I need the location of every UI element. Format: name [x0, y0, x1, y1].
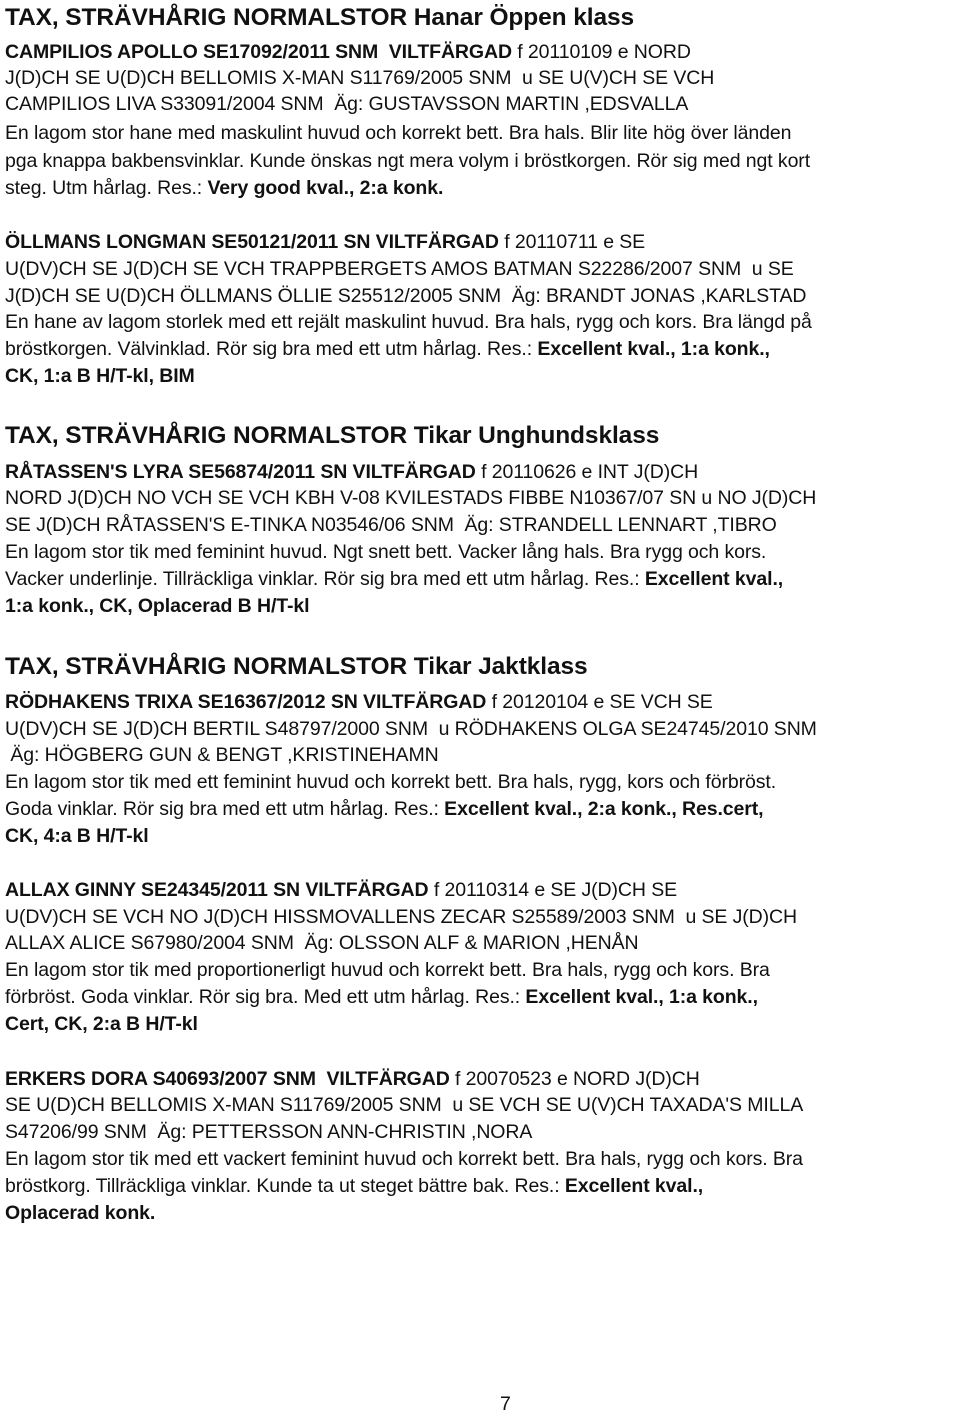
- result-line: bröstkorg. Tillräckliga vinklar. Kunde ta ut steget bättre bak. Res.: Excellent kval.,: [5, 1175, 704, 1197]
- entry-header: [5, 689, 713, 716]
- result-line: steg. Utm hårlag. Res.: Very good kval., 2:a konk.: [5, 177, 444, 199]
- pedigree-owner-line: CAMPILIOS LIVA S33091/2004 SNM Äg: GUSTAVSSON MARTIN ,EDSVALLA: [5, 93, 689, 115]
- result-award: Excellent kval.,: [644, 568, 784, 590]
- result-line: förbröst. Goda vinklar. Rör sig bra. Med ett utm hårlag. Res.: Excellent kval., 1:a konk.,: [5, 986, 758, 1008]
- critique-line: En lagom stor tik med feminint huvud. Ngt snett bett. Vacker lång hals. Bra rygg och kors.: [5, 541, 767, 563]
- entry-header: [5, 1066, 700, 1093]
- critique-line: En lagom stor tik med ett vackert feminint huvud och korrekt bett. Bra hals, rygg och kors. Bra: [5, 1148, 803, 1170]
- birth-info: f 20110626 e INT J(D)CH: [475, 461, 699, 483]
- birth-info: f 20070523 e NORD J(D)CH: [449, 1068, 700, 1090]
- pedigree-line: U(DV)CH SE VCH NO J(D)CH HISSMOVALLENS ZECAR S25589/2003 SNM u SE J(D)CH: [5, 906, 798, 928]
- pedigree-owner-line: ALLAX ALICE S67980/2004 SNM Äg: OLSSON ALF & MARION ,HENÅN: [5, 932, 639, 954]
- entry-header: [5, 229, 645, 256]
- entry-header: [5, 39, 691, 66]
- result-award-line: CK, 1:a B H/T-kl, BIM: [5, 365, 195, 387]
- class-heading-tikar-unghund: TAX, STRÄVHÅRIG NORMALSTOR Tikar Unghundsklass: [5, 422, 660, 449]
- critique-line: En hane av lagom storlek med ett rejält maskulint huvud. Bra hals, rygg och kors. Bra längd på: [5, 311, 812, 333]
- pedigree-line: SE U(D)CH BELLOMIS X-MAN S11769/2005 SNM u SE VCH SE U(V)CH TAXADA'S MILLA: [5, 1094, 804, 1116]
- owner-line: Äg: HÖGBERG GUN & BENGT ,KRISTINEHAMN: [5, 744, 439, 766]
- dog-name: ÖLLMANS LONGMAN SE50121/2011 SN VILTFÄRGAD: [5, 231, 499, 253]
- dog-name: RÖDHAKENS TRIXA SE16367/2012 SN VILTFÄRGAD: [5, 691, 487, 713]
- birth-info: f 20120104 e SE VCH SE: [486, 691, 713, 713]
- critique-line: En lagom stor tik med ett feminint huvud och korrekt bett. Bra hals, rygg, kors och förbröst.: [5, 771, 777, 793]
- dog-name: CAMPILIOS APOLLO SE17092/2011 SNM VILTFÄRGAD: [5, 41, 512, 63]
- pedigree-owner-line: S47206/99 SNM Äg: PETTERSSON ANN-CHRISTIN ,NORA: [5, 1121, 533, 1143]
- result-award-line: Cert, CK, 2:a B H/T-kl: [5, 1013, 198, 1035]
- entry-header: [5, 877, 677, 904]
- entry-header: [5, 459, 698, 486]
- result-award: Excellent kval.,: [564, 1175, 704, 1197]
- pedigree-line: U(DV)CH SE J(D)CH BERTIL S48797/2000 SNM u RÖDHAKENS OLGA SE24745/2010 SNM: [5, 718, 817, 740]
- critique-line: pga knappa bakbensvinklar. Kunde önskas ngt mera volym i bröstkorgen. Rör sig med ngt kort: [5, 150, 811, 172]
- pedigree-line: NORD J(D)CH NO VCH SE VCH KBH V-08 KVILESTADS FIBBE N10367/07 SN u NO J(D)CH: [5, 487, 817, 509]
- result-award-line: CK, 4:a B H/T-kl: [5, 825, 149, 847]
- class-heading-hanar-oppen: TAX, STRÄVHÅRIG NORMALSTOR Hanar Öppen klass: [5, 4, 635, 31]
- result-line: Goda vinklar. Rör sig bra med ett utm hårlag. Res.: Excellent kval., 2:a konk., Res.cert,: [5, 798, 764, 820]
- birth-info: f 20110109 e NORD: [511, 41, 691, 63]
- pedigree-owner-line: SE J(D)CH RÅTASSEN'S E-TINKA N03546/06 SNM Äg: STRANDELL LENNART ,TIBRO: [5, 514, 777, 536]
- birth-info: f 20110314 e SE J(D)CH SE: [428, 879, 678, 901]
- result-award-line: 1:a konk., CK, Oplacerad B H/T-kl: [5, 595, 310, 617]
- pedigree-line: U(DV)CH SE J(D)CH SE VCH TRAPPBERGETS AMOS BATMAN S22286/2007 SNM u SE: [5, 258, 794, 280]
- result-award-line: Oplacerad konk.: [5, 1202, 156, 1224]
- class-heading-tikar-jakt: TAX, STRÄVHÅRIG NORMALSTOR Tikar Jaktklass: [5, 653, 588, 680]
- result-award: Excellent kval., 1:a konk.,: [525, 986, 758, 1008]
- result-award: Excellent kval., 2:a konk., Res.cert,: [444, 798, 764, 820]
- dog-name: RÅTASSEN'S LYRA SE56874/2011 SN VILTFÄRGAD: [5, 461, 476, 483]
- critique-line: En lagom stor hane med maskulint huvud och korrekt bett. Bra hals. Blir lite hög över länden: [5, 122, 792, 144]
- result-award: Very good kval., 2:a konk.: [207, 177, 444, 199]
- pedigree-owner-line: J(D)CH SE U(D)CH ÖLLMANS ÖLLIE S25512/2005 SNM Äg: BRANDT JONAS ,KARLSTAD: [5, 285, 807, 307]
- birth-info: f 20110711 e SE: [498, 231, 646, 253]
- page-number: 7: [500, 1393, 511, 1415]
- result-award: Excellent kval., 1:a konk.,: [537, 338, 770, 360]
- dog-name: ALLAX GINNY SE24345/2011 SN VILTFÄRGAD: [5, 879, 429, 901]
- critique-line: En lagom stor tik med proportionerligt huvud och korrekt bett. Bra hals, rygg och kors. Bra: [5, 959, 770, 981]
- result-line: Vacker underlinje. Tillräckliga vinklar. Rör sig bra med ett utm hårlag. Res.: Excellent kval.,: [5, 568, 784, 590]
- result-line: bröstkorgen. Välvinklad. Rör sig bra med ett utm hårlag. Res.: Excellent kval., 1:a konk.,: [5, 338, 770, 360]
- pedigree-line: J(D)CH SE U(D)CH BELLOMIS X-MAN S11769/2005 SNM u SE U(V)CH SE VCH: [5, 67, 715, 89]
- dog-name: ERKERS DORA S40693/2007 SNM VILTFÄRGAD: [5, 1068, 450, 1090]
